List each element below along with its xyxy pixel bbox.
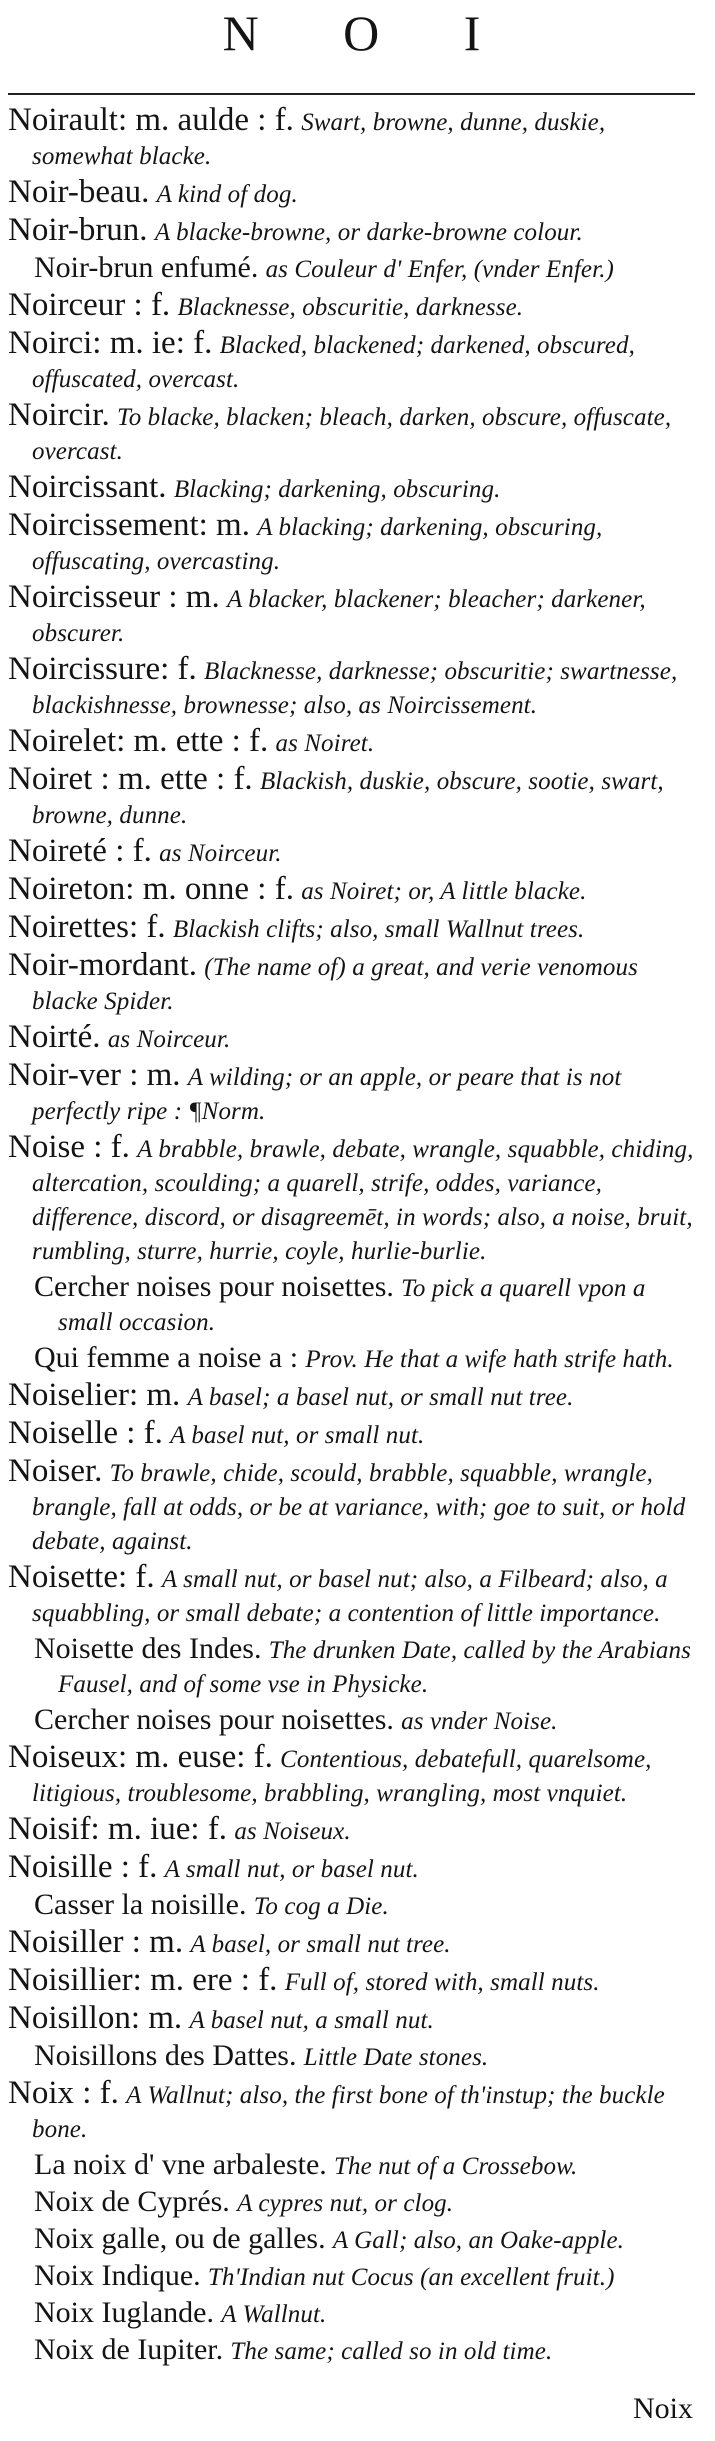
dictionary-entry [8, 1131, 695, 1268]
entry-definition: The same; called so in old time. [230, 2338, 553, 2365]
entry-definition: A basel nut, a small nut. [189, 2007, 434, 2034]
dictionary-entry [8, 1964, 695, 1999]
sub-entry [8, 252, 695, 286]
entry-definition: A blacker, blackener; bleacher; darkener, obscurer. [32, 586, 646, 647]
entry-definition: Little Date stones. [303, 2044, 489, 2071]
entry-headword: Noix de Iupiter. [34, 2333, 224, 2366]
dictionary-entry [8, 1021, 695, 1056]
entry-headword: Noiseux: m. euse: f. [8, 1739, 273, 1775]
catchword: Noix [633, 2392, 693, 2425]
entry-headword: Noisif: m. iue: f. [8, 1811, 228, 1847]
dictionary-entry [8, 214, 695, 249]
entry-definition: The nut of a Crossebow. [334, 2153, 578, 2180]
entry-definition: Prov. He that a wife hath strife hath. [305, 1346, 674, 1373]
sub-entry [8, 2297, 695, 2331]
entry-headword: Noirceur : f. [8, 287, 171, 323]
entry-headword: Noisillier: m. ere : f. [8, 1962, 278, 1998]
entry-headword: Cercher noises pour noisettes. [34, 1270, 394, 1303]
entry-definition: A Wallnut. [221, 2301, 327, 2328]
entry-headword: Noircissant. [8, 469, 167, 505]
entry-definition: The drunken Date, called by the Arabians Fausel, and of some vse in Physicke. [58, 1637, 691, 1698]
entry-definition: A small nut, or basel nut. [164, 1856, 419, 1883]
dictionary-entry [8, 873, 695, 908]
entry-definition: as Noiret. [275, 730, 375, 757]
sub-entry [8, 2149, 695, 2183]
entry-definition: A wilding; or an apple, or peare that is not perfectly ripe : ¶Norm. [32, 1064, 622, 1125]
dictionary-entry [8, 471, 695, 506]
entry-definition: Blacknesse, darknesse; obscuritie; swartnesse, blackishnesse, brownesse; also, as Noircissement. [32, 658, 678, 719]
dictionary-entry [8, 1813, 695, 1848]
entry-definition: A basel, or small nut tree. [190, 1931, 451, 1958]
entry-definition: as Couleur d' Enfer, (vnder Enfer.) [265, 256, 614, 283]
dictionary-entry [8, 911, 695, 946]
entry-headword: Qui femme a noise a : [34, 1341, 299, 1374]
dictionary-entry [8, 1059, 695, 1128]
page-header [8, 0, 695, 100]
sub-entry [8, 1271, 695, 1339]
dictionary-entry [8, 763, 695, 832]
dictionary-entry [8, 653, 695, 722]
entry-headword: Cercher noises pour noisettes. [34, 1703, 394, 1736]
dictionary-entry [8, 1417, 695, 1452]
entry-definition: A small nut, or basel nut; also, a Filbeard; also, a squabbling, or small debate; a contention of little importance. [32, 1566, 668, 1627]
entry-headword: Noiret : m. ette : f. [8, 761, 253, 797]
entry-headword: Noir-brun enfumé. [34, 251, 259, 284]
entry-definition: Blacknesse, obscuritie, darknesse. [177, 294, 524, 321]
dictionary-entry [8, 949, 695, 1018]
entry-headword: Noiselle : f. [8, 1415, 163, 1451]
entry-headword: Noisillons des Dattes. [34, 2039, 297, 2072]
entry-headword: Noircisseur : m. [8, 579, 220, 615]
entry-definition: To pick a quarell vpon a small occasion. [58, 1275, 646, 1336]
entry-headword: Casser la noisille. [34, 1888, 247, 1921]
entry-definition: A kind of dog. [156, 181, 298, 208]
entry-headword: Noisette: f. [8, 1559, 155, 1595]
entry-definition: Th'Indian nut Cocus (an excellent fruit.) [207, 2264, 615, 2291]
dictionary-entry [8, 104, 695, 173]
entry-headword: Noisette des Indes. [34, 1632, 262, 1665]
dictionary-entry [8, 1455, 695, 1558]
entry-definition: as Noirceur. [107, 1026, 231, 1053]
entry-headword: Noircissure: f. [8, 651, 197, 687]
entry-definition: Full of, stored with, small nuts. [284, 1969, 600, 1996]
dictionary-entry [8, 399, 695, 468]
entry-list [8, 104, 695, 2368]
entry-definition: as Noirceur. [159, 840, 282, 867]
entry-headword: Noirté. [8, 1019, 101, 1055]
sub-entry [8, 2186, 695, 2220]
entry-headword: Noisille : f. [8, 1849, 158, 1885]
sub-entry [8, 2040, 695, 2074]
sub-entry [8, 2223, 695, 2257]
entry-definition: To brawle, chide, scould, brabble, squabble, wrangle, brangle, fall at odds, or be at variance, with; goe to suit, or hold debate, against. [32, 1460, 686, 1555]
entry-definition: Swart, browne, dunne, duskie, somewhat blacke. [32, 109, 606, 170]
entry-headword: Noisillon: m. [8, 2000, 183, 2036]
dictionary-entry [8, 176, 695, 211]
header-rule [8, 93, 695, 95]
entry-definition: A blacke-browne, or darke-browne colour. [154, 219, 583, 246]
dictionary-entry [8, 2077, 695, 2146]
entry-definition: A brabble, brawle, debate, wrangle, squabble, chiding, altercation, scoulding; a quarell, strife, oddes, variance, difference, discord, or disagreemēt, in words; also, a noise, bruit, rumbling, sturre, hurrie, coyle, hurlie-burlie. [32, 1136, 694, 1265]
entry-headword: Noir-mordant. [8, 947, 198, 983]
entry-definition: A basel; a basel nut, or small nut tree. [187, 1384, 574, 1411]
dictionary-entry [8, 327, 695, 396]
entry-definition: A basel nut, or small nut. [170, 1422, 425, 1449]
sub-entry [8, 1704, 695, 1738]
entry-definition: A cypres nut, or clog. [237, 2190, 454, 2217]
entry-headword: Noix Iuglande. [34, 2296, 214, 2329]
entry-definition: To cog a Die. [253, 1893, 389, 1920]
dictionary-entry [8, 835, 695, 870]
entry-headword: Noise : f. [8, 1129, 130, 1165]
sub-entry [8, 2334, 695, 2368]
entry-headword: Noix galle, ou de galles. [34, 2222, 326, 2255]
dictionary-entry [8, 509, 695, 578]
entry-headword: Noircissement: m. [8, 507, 250, 543]
dictionary-entry [8, 1561, 695, 1630]
dictionary-entry [8, 289, 695, 324]
dictionary-entry [8, 1379, 695, 1414]
entry-definition: To blacke, blacken; bleach, darken, obscure, offuscate, overcast. [32, 404, 672, 465]
entry-definition: as vnder Noise. [401, 1708, 558, 1735]
entry-headword: Noir-beau. [8, 174, 150, 210]
entry-definition: A blacking; darkening, obscuring, offuscating, overcasting. [32, 514, 603, 575]
entry-headword: Noix de Cyprés. [34, 2185, 230, 2218]
entry-headword: Noir-ver : m. [8, 1057, 181, 1093]
dictionary-entry [8, 725, 695, 760]
sub-entry [8, 1342, 695, 1376]
entry-headword: La noix d' vne arbaleste. [34, 2148, 327, 2181]
entry-definition: Blacking; darkening, obscuring. [173, 476, 501, 503]
entry-headword: Noix : f. [8, 2075, 119, 2111]
entry-definition: as Noiseux. [234, 1818, 351, 1845]
entry-headword: Noireton: m. onne : f. [8, 871, 294, 907]
entry-headword: Noirettes: f. [8, 909, 166, 945]
entry-definition: (The name of) a great, and verie venomous blacke Spider. [32, 954, 638, 1015]
sub-entry [8, 2260, 695, 2294]
sub-entry [8, 1889, 695, 1923]
entry-definition: as Noiret; or, A little blacke. [301, 878, 587, 905]
entry-definition: Blackish, duskie, obscure, sootie, swart, browne, dunne. [32, 768, 664, 829]
entry-headword: Noirelet: m. ette : f. [8, 723, 269, 759]
entry-headword: Noirci: m. ie: f. [8, 325, 213, 361]
entry-headword: Noiselier: m. [8, 1377, 181, 1413]
entry-definition: Blackish clifts; also, small Wallnut trees. [172, 916, 585, 943]
dictionary-entry [8, 1851, 695, 1886]
sub-entry [8, 1633, 695, 1701]
dictionary-entry [8, 581, 695, 650]
dictionary-entry [8, 1741, 695, 1810]
entry-headword: Noiser. [8, 1453, 103, 1489]
entry-headword: Noir-brun. [8, 212, 148, 248]
entry-headword: Noirault: m. aulde : f. [8, 102, 294, 138]
dictionary-entry [8, 1926, 695, 1961]
running-head: N O I [222, 5, 517, 61]
entry-definition: A Gall; also, an Oake-apple. [332, 2227, 625, 2254]
entry-headword: Noircir. [8, 397, 110, 433]
entry-headword: Noisiller : m. [8, 1924, 184, 1960]
entry-headword: Noix Indique. [34, 2259, 201, 2292]
entry-definition: Contentious, debatefull, quarelsome, litigious, troublesome, brabbling, wrangling, most vnquiet. [32, 1746, 652, 1807]
dictionary-entry [8, 2002, 695, 2037]
entry-headword: Noireté : f. [8, 833, 152, 869]
entry-definition: A Wallnut; also, the first bone of th'instup; the buckle bone. [32, 2082, 665, 2143]
entry-definition: Blacked, blackened; darkened, obscured, offuscated, overcast. [32, 332, 635, 393]
